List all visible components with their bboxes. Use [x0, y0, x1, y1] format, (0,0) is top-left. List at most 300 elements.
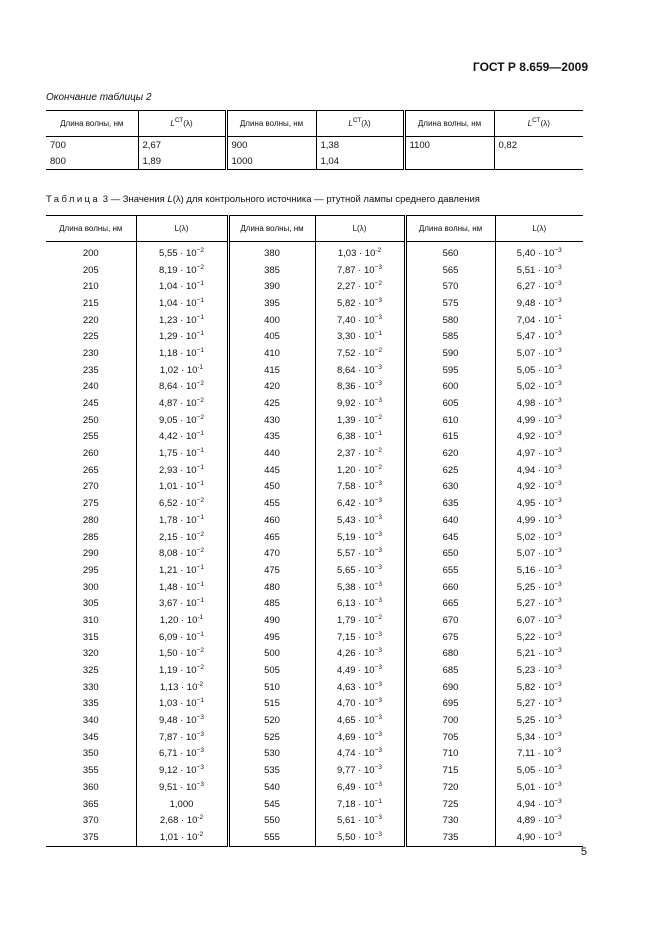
wavelength-cell: 640 [405, 512, 495, 529]
t2-header-value-sup: СТ [174, 117, 184, 124]
value-exponent: −3 [553, 747, 562, 755]
value-cell [495, 262, 583, 279]
value-mantissa: 5,27 · 10 [516, 698, 555, 710]
value-mantissa: 4,99 · 10 [516, 514, 555, 526]
value-mantissa: 4,94 · 10 [516, 464, 555, 476]
value-mantissa: 5,05 · 10 [516, 765, 555, 777]
value-mantissa: 1,48 · 10 [159, 581, 197, 593]
value-mantissa: 1,04 · 10 [159, 297, 197, 309]
value-cell [136, 362, 228, 379]
value-mantissa: 5,22 · 10 [516, 631, 555, 643]
value-exponent: −3 [554, 497, 562, 505]
value-cell [315, 662, 405, 679]
value-exponent: -2 [375, 246, 382, 254]
table-row [46, 829, 583, 846]
value-exponent: −3 [554, 513, 562, 521]
wavelength-cell: 405 [228, 328, 315, 345]
value-cell [315, 679, 405, 696]
value-exponent: −3 [374, 747, 382, 755]
value-cell [136, 479, 228, 496]
value-mantissa: 7,87 · 10 [159, 731, 197, 743]
table-row [46, 579, 583, 596]
wavelength-cell: 735 [405, 829, 495, 846]
t2-header-value [316, 111, 404, 137]
wavelength-cell: 485 [228, 595, 315, 612]
value-exponent: −3 [554, 597, 562, 605]
value-cell [315, 629, 405, 646]
wavelength-cell: 300 [46, 579, 136, 596]
wavelength-cell: 305 [46, 595, 136, 612]
table-row [46, 328, 583, 345]
wavelength-cell: 645 [405, 529, 495, 546]
value-exponent: −3 [196, 764, 204, 772]
wavelength-cell: 710 [405, 746, 495, 763]
wavelength-cell: 625 [405, 462, 495, 479]
value-cell [136, 345, 228, 362]
table-row [46, 412, 583, 429]
table-3-caption [46, 194, 480, 205]
wavelength-cell: 375 [46, 829, 136, 846]
t2-cell [404, 153, 494, 170]
wavelength-cell: 390 [228, 278, 315, 295]
value-mantissa: 4,97 · 10 [516, 448, 555, 460]
value-exponent: −2 [196, 497, 204, 505]
value-exponent: −3 [196, 780, 204, 788]
wavelength-cell: 395 [228, 295, 315, 312]
value-mantissa: 6,71 · 10 [159, 748, 197, 760]
wavelength-cell: 345 [46, 729, 136, 746]
value-exponent: −3 [554, 730, 562, 738]
wavelength-cell: 635 [405, 495, 495, 512]
value-mantissa: 5,16 · 10 [516, 564, 555, 576]
value-cell [136, 529, 228, 546]
value-exponent: −3 [554, 613, 562, 621]
value-mantissa: 6,49 · 10 [337, 781, 375, 793]
value-cell [495, 395, 583, 412]
wavelength-cell: 295 [46, 562, 136, 579]
value-cell [136, 829, 228, 846]
wavelength-cell: 525 [228, 729, 315, 746]
value-cell [495, 495, 583, 512]
value-mantissa: 1,13 · 10 [159, 681, 198, 693]
value-mantissa: 2,37 · 10 [337, 448, 375, 460]
table-row [46, 278, 583, 295]
value-mantissa: 4,70 · 10 [337, 698, 375, 710]
value-exponent: −3 [554, 547, 562, 555]
value-exponent: −3 [554, 480, 562, 488]
value-mantissa: 4,99 · 10 [516, 414, 555, 426]
value-cell [315, 696, 405, 713]
t2-cell: 1000 [226, 153, 316, 170]
value-exponent: −1 [196, 563, 204, 571]
wavelength-cell: 220 [46, 312, 136, 329]
value-exponent: −3 [374, 313, 382, 321]
t2-cell: 900 [226, 137, 316, 154]
value-mantissa: 7,58 · 10 [337, 481, 375, 493]
wavelength-cell: 565 [405, 262, 495, 279]
caption-symbol: L [167, 194, 173, 205]
value-exponent: −3 [196, 714, 204, 722]
value-cell [136, 495, 228, 512]
value-exponent: −1 [196, 430, 204, 438]
value-cell [495, 746, 583, 763]
value-cell [495, 629, 583, 646]
t2-cell: 2,67 [138, 137, 226, 154]
t2-cell: 800 [46, 153, 138, 170]
value-cell [495, 646, 583, 663]
value-cell [136, 295, 228, 312]
value-exponent: −2 [196, 530, 204, 538]
document-id: ГОСТ Р 8.659—2009 [472, 60, 588, 74]
wavelength-cell: 690 [405, 679, 495, 696]
value-mantissa: 4,26 · 10 [337, 648, 375, 660]
value-mantissa: 3,30 · 10 [337, 331, 375, 343]
value-exponent: −3 [554, 363, 562, 371]
value-mantissa: 5,55 · 10 [159, 247, 197, 259]
value-mantissa: 1,04 · 10 [159, 281, 197, 293]
wavelength-cell: 270 [46, 479, 136, 496]
table-row [46, 479, 583, 496]
table-row [46, 295, 583, 312]
value-cell [495, 312, 583, 329]
value-exponent: −3 [374, 597, 382, 605]
value-exponent: −3 [374, 764, 382, 772]
value-mantissa: 4,87 · 10 [159, 398, 197, 410]
wavelength-cell: 470 [228, 545, 315, 562]
value-exponent: −2 [196, 647, 204, 655]
table-row [46, 529, 583, 546]
value-exponent: −3 [374, 647, 382, 655]
value-exponent: −3 [374, 263, 382, 271]
wavelength-cell: 415 [228, 362, 315, 379]
value-mantissa: 6,38 · 10 [337, 431, 375, 443]
value-mantissa: 4,63 · 10 [337, 681, 375, 693]
table-row [46, 629, 583, 646]
t2-cell: 1,38 [316, 137, 404, 154]
value-mantissa: 7,15 · 10 [337, 631, 375, 643]
value-mantissa: 5,43 · 10 [337, 514, 375, 526]
wavelength-cell: 215 [46, 295, 136, 312]
value-exponent: −3 [374, 664, 382, 672]
wavelength-cell: 715 [405, 762, 495, 779]
value-exponent: −3 [374, 630, 382, 638]
wavelength-cell: 480 [228, 579, 315, 596]
value-cell [495, 579, 583, 596]
t2-header-wavelength: Длина волны, нм [404, 111, 494, 137]
value-cell [315, 562, 405, 579]
t3-header-value: L(λ) [136, 216, 228, 242]
wavelength-cell: 620 [405, 445, 495, 462]
wavelength-cell: 230 [46, 345, 136, 362]
value-mantissa: 1,20 · 10 [337, 464, 375, 476]
value-cell [315, 412, 405, 429]
value-exponent: −2 [374, 447, 382, 455]
value-exponent: −2 [196, 380, 204, 388]
table-row [46, 545, 583, 562]
value-mantissa: 5,21 · 10 [516, 648, 555, 660]
wavelength-cell: 700 [405, 712, 495, 729]
value-cell [315, 595, 405, 612]
wavelength-cell: 410 [228, 345, 315, 362]
value-exponent: −1 [196, 480, 204, 488]
wavelength-cell: 265 [46, 462, 136, 479]
value-mantissa: 7,04 · 10 [516, 314, 555, 326]
wavelength-cell: 325 [46, 662, 136, 679]
wavelength-cell: 380 [228, 242, 315, 262]
value-cell [136, 379, 228, 396]
table-row [46, 729, 583, 746]
value-exponent: −3 [196, 747, 204, 755]
value-exponent: −1 [196, 346, 204, 354]
value-mantissa: 5,07 · 10 [516, 347, 555, 359]
value-cell [315, 712, 405, 729]
value-cell [315, 579, 405, 596]
wavelength-cell: 455 [228, 495, 315, 512]
value-mantissa: 5,82 · 10 [516, 681, 555, 693]
value-mantissa: 5,05 · 10 [516, 364, 555, 376]
wavelength-cell: 225 [46, 328, 136, 345]
value-mantissa: 5,01 · 10 [516, 781, 555, 793]
wavelength-cell: 705 [405, 729, 495, 746]
value-cell [136, 612, 228, 629]
value-cell [315, 612, 405, 629]
wavelength-cell: 445 [228, 462, 315, 479]
value-exponent: −3 [554, 697, 562, 705]
value-mantissa: 5,34 · 10 [516, 731, 555, 743]
value-cell [495, 612, 583, 629]
caption-label: Таблица [46, 194, 101, 205]
value-cell [315, 646, 405, 663]
wavelength-cell: 475 [228, 562, 315, 579]
value-mantissa: 9,48 · 10 [159, 715, 197, 727]
wavelength-cell: 490 [228, 612, 315, 629]
wavelength-cell: 370 [46, 812, 136, 829]
value-exponent: −3 [554, 463, 562, 471]
value-exponent: −3 [554, 380, 562, 388]
wavelength-cell: 595 [405, 362, 495, 379]
value-cell [136, 729, 228, 746]
value-exponent: −1 [374, 797, 382, 805]
value-mantissa: 4,98 · 10 [516, 398, 555, 410]
t2-cell: 0,82 [498, 139, 517, 151]
wavelength-cell: 465 [228, 529, 315, 546]
value-cell [495, 662, 583, 679]
value-cell [495, 328, 583, 345]
value-exponent: −2 [196, 664, 204, 672]
value-exponent: −3 [554, 397, 562, 405]
value-cell [136, 629, 228, 646]
value-exponent: −3 [374, 530, 382, 538]
value-cell [315, 262, 405, 279]
wavelength-cell: 535 [228, 762, 315, 779]
wavelength-cell: 650 [405, 545, 495, 562]
wavelength-cell: 730 [405, 812, 495, 829]
value-mantissa: 2,68 · 10 [159, 815, 198, 827]
t3-header-value: L(λ) [495, 216, 583, 242]
value-cell [495, 379, 583, 396]
wavelength-cell: 435 [228, 429, 315, 446]
wavelength-cell: 585 [405, 328, 495, 345]
value-cell [136, 242, 228, 262]
wavelength-cell: 250 [46, 412, 136, 429]
value-mantissa: 8,64 · 10 [159, 381, 197, 393]
value-cell [315, 495, 405, 512]
table-row [46, 646, 583, 663]
table-row [46, 153, 583, 170]
value-mantissa: 9,48 · 10 [516, 297, 555, 309]
wavelength-cell: 520 [228, 712, 315, 729]
table-row [46, 362, 583, 379]
value-cell [136, 696, 228, 713]
value-mantissa: 1,21 · 10 [159, 564, 197, 576]
wavelength-cell: 570 [405, 278, 495, 295]
table-row [46, 345, 583, 362]
value-mantissa: 6,52 · 10 [159, 498, 197, 510]
value-exponent: −2 [374, 613, 382, 621]
value-cell [315, 379, 405, 396]
wavelength-cell: 205 [46, 262, 136, 279]
t2-header-value-symbol: L [170, 119, 175, 128]
value-cell [315, 462, 405, 479]
t2-cell: 1100 [404, 137, 494, 154]
value-exponent: −3 [554, 296, 562, 304]
table-row [46, 612, 583, 629]
t2-cell: 700 [46, 137, 138, 154]
value-cell [495, 829, 583, 846]
t3-header-wavelength: Длина волны, нм [46, 216, 136, 242]
value-exponent: −3 [374, 580, 382, 588]
wavelength-cell: 320 [46, 646, 136, 663]
value-exponent: −3 [374, 497, 382, 505]
t2-header-value-arg: (λ) [361, 119, 371, 128]
t2-header-value-arg: (λ) [183, 119, 193, 128]
caption-number: 3 [102, 194, 108, 205]
value-cell [495, 562, 583, 579]
value-cell [495, 779, 583, 796]
value-cell [315, 779, 405, 796]
wavelength-cell: 495 [228, 629, 315, 646]
wavelength-cell: 460 [228, 512, 315, 529]
value-mantissa: 1,03 · 10 [159, 698, 197, 710]
table-row [46, 796, 583, 813]
value-mantissa: 1,02 · 10 [159, 364, 198, 376]
t3-header-value: L(λ) [315, 216, 405, 242]
value-exponent: −3 [374, 563, 382, 571]
wavelength-cell: 420 [228, 379, 315, 396]
wavelength-cell: 560 [405, 242, 495, 262]
value-mantissa: 8,64 · 10 [337, 364, 375, 376]
value-exponent: −1 [196, 313, 204, 321]
wavelength-cell: 610 [405, 412, 495, 429]
wavelength-cell: 255 [46, 429, 136, 446]
value-mantissa: 5,25 · 10 [516, 715, 555, 727]
value-cell [136, 679, 228, 696]
value-mantissa: 1,79 · 10 [337, 614, 375, 626]
value-mantissa: 4,65 · 10 [337, 715, 375, 727]
wavelength-cell: 630 [405, 479, 495, 496]
value-mantissa: 8,19 · 10 [159, 264, 197, 276]
wavelength-cell: 545 [228, 796, 315, 813]
value-mantissa: 4,92 · 10 [516, 481, 555, 493]
value-exponent: −3 [374, 363, 382, 371]
value-exponent: −3 [554, 680, 562, 688]
wavelength-cell: 660 [405, 579, 495, 596]
value-mantissa: 4,74 · 10 [337, 748, 375, 760]
value-cell [136, 579, 228, 596]
value-mantissa: 1,75 · 10 [159, 448, 197, 460]
value-exponent: −2 [374, 413, 382, 421]
value-mantissa: 1,01 · 10 [159, 481, 197, 493]
table-row [46, 679, 583, 696]
value-cell [315, 796, 405, 813]
value-cell [315, 479, 405, 496]
value-cell [495, 796, 583, 813]
value-exponent: −3 [554, 430, 562, 438]
value-mantissa: 1,01 · 10 [159, 831, 198, 843]
value-mantissa: 1,23 · 10 [159, 314, 197, 326]
wavelength-cell: 675 [405, 629, 495, 646]
wavelength-cell: 310 [46, 612, 136, 629]
value-mantissa: 1,20 · 10 [159, 614, 198, 626]
value-mantissa: 7,52 · 10 [337, 347, 375, 359]
t2-header-value-arg: (λ) [540, 119, 550, 128]
table-row [46, 312, 583, 329]
value-mantissa: 9,12 · 10 [159, 765, 197, 777]
wavelength-cell: 280 [46, 512, 136, 529]
table-row [46, 445, 583, 462]
wavelength-cell: 615 [405, 429, 495, 446]
t2-cell: 1,04 [316, 153, 404, 170]
table-row [46, 429, 583, 446]
table-row [46, 562, 583, 579]
value-cell [315, 345, 405, 362]
value-cell [495, 479, 583, 496]
value-exponent: −3 [374, 697, 382, 705]
value-exponent: −3 [374, 730, 382, 738]
value-cell [495, 412, 583, 429]
wavelength-cell: 235 [46, 362, 136, 379]
wavelength-cell: 335 [46, 696, 136, 713]
value-mantissa: 6,13 · 10 [337, 598, 375, 610]
value-mantissa: 4,49 · 10 [337, 665, 375, 677]
value-exponent: −3 [374, 397, 382, 405]
value-mantissa: 5,50 · 10 [337, 831, 375, 843]
value-exponent: -1 [197, 363, 204, 371]
value-exponent: −1 [196, 597, 204, 605]
value-exponent: −2 [374, 280, 382, 288]
t2-cell [494, 153, 583, 170]
table-row [46, 746, 583, 763]
value-exponent: −3 [554, 764, 562, 772]
value-mantissa: 9,51 · 10 [159, 781, 197, 793]
wavelength-cell: 685 [405, 662, 495, 679]
value-exponent: −3 [374, 780, 382, 788]
wavelength-cell: 515 [228, 696, 315, 713]
t2-header-value [494, 111, 583, 137]
table-row [46, 462, 583, 479]
wavelength-cell: 540 [228, 779, 315, 796]
t2-cell: 1,89 [138, 153, 226, 170]
value-cell [315, 312, 405, 329]
value-mantissa: 5,23 · 10 [516, 665, 555, 677]
value-cell [315, 529, 405, 546]
value-exponent: −3 [554, 797, 562, 805]
value-exponent: −1 [374, 330, 382, 338]
table-row [46, 762, 583, 779]
table-row [46, 662, 583, 679]
value-exponent: −1 [196, 697, 204, 705]
wavelength-cell: 510 [228, 679, 315, 696]
